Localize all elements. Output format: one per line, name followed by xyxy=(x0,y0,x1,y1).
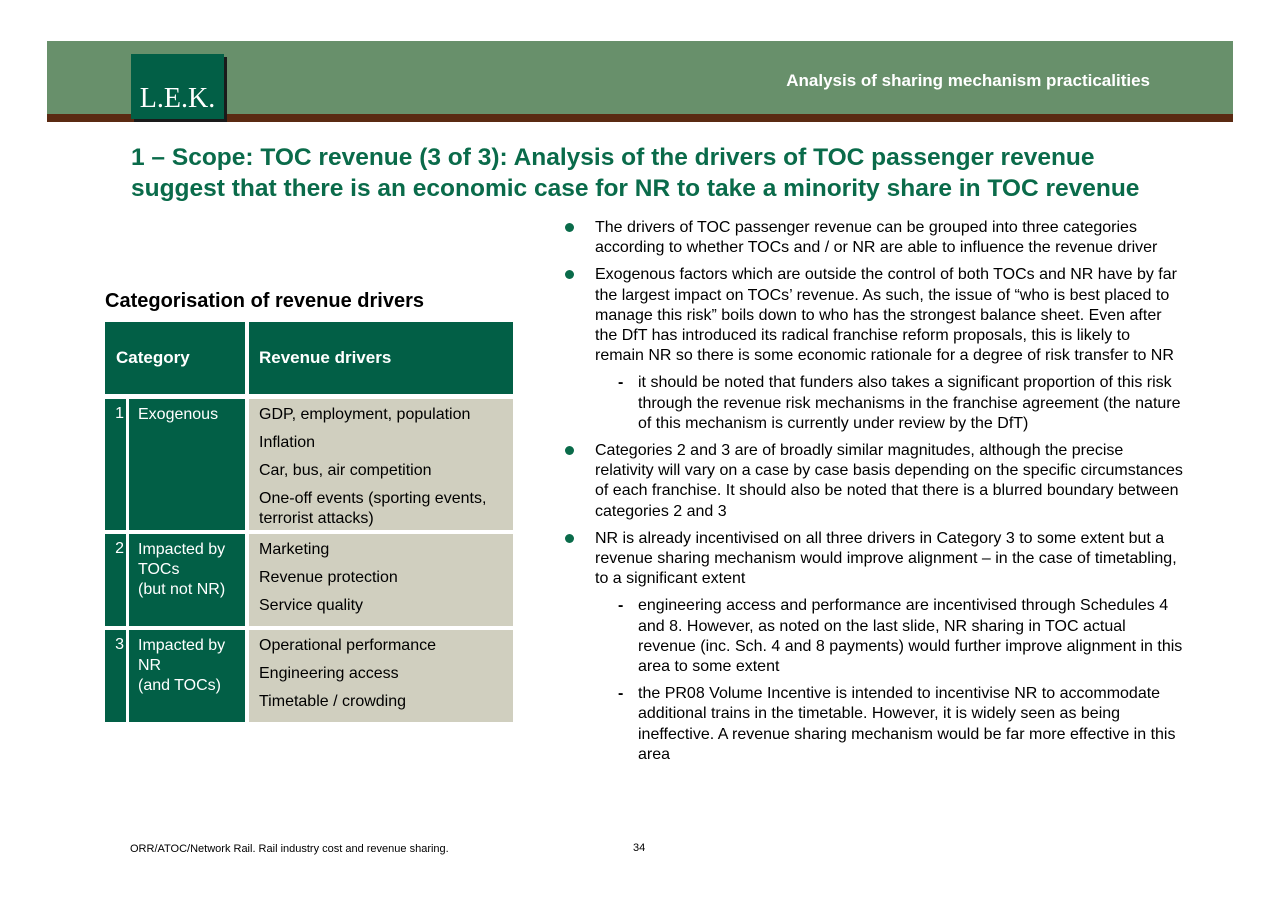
header-category: Category xyxy=(105,322,245,394)
bullet-text: NR is already incentivised on all three drivers in Category 3 to some extent but a revenue sharing mechanism would improve alignment – in the case of timetabling, to a significant extent xyxy=(595,529,1177,588)
driver-item: Marketing xyxy=(259,541,330,558)
bullet-item xyxy=(563,218,1183,258)
bullet-item xyxy=(563,529,1183,590)
driver-item: Car, bus, air competition xyxy=(259,462,432,479)
category-name xyxy=(129,630,245,722)
driver-item: Timetable / crowding xyxy=(259,693,407,710)
bullet-dot-icon xyxy=(565,446,574,455)
category-name-line: Impacted by xyxy=(138,541,226,558)
drivers-cell xyxy=(249,399,513,530)
category-number: 3 xyxy=(105,630,126,722)
driver-item: One-off events (sporting events, terrorist attacks) xyxy=(259,490,487,527)
footer-source: ORR/ATOC/Network Rail. Rail industry cost and revenue sharing. xyxy=(130,843,449,855)
category-name-line: NR xyxy=(138,657,162,674)
category-number: 2 xyxy=(105,534,126,626)
driver-item: Engineering access xyxy=(259,665,399,682)
bullet-text: Categories 2 and 3 are of broadly similar magnitudes, although the precise relativity will vary on a case by case basis depending on the specific circumstances of each franchise. It should also be noted that there is a blurred boundary between categories 2 and 3 xyxy=(595,442,1183,520)
category-name-line: (and TOCs) xyxy=(138,677,221,694)
bullet-dot-icon xyxy=(565,270,574,279)
bullet-item xyxy=(563,441,1183,522)
lek-logo xyxy=(131,54,224,119)
header-title: Analysis of sharing mechanism practicalities xyxy=(786,71,1150,90)
drivers-cell xyxy=(249,534,513,626)
driver-item: Operational performance xyxy=(259,637,436,654)
category-name-line: (but not NR) xyxy=(138,581,226,598)
category-name xyxy=(129,399,245,530)
dash-icon: - xyxy=(618,597,624,615)
bullet-dot-icon xyxy=(565,223,574,232)
sub-bullet-item xyxy=(563,596,1183,677)
sub-bullet-text: engineering access and performance are incentivised through Schedules 4 and 8. However, as noted on the last slide, NR sharing in TOC actual revenue (inc. Sch. 4 and 8 payments) would further improve alignment in this area to some extent xyxy=(638,597,1183,676)
category-name-line: Exogenous xyxy=(138,406,219,423)
logo-text: L.E.K. xyxy=(139,83,216,114)
header-revenue-drivers: Revenue drivers xyxy=(249,322,513,394)
category-row-3 xyxy=(105,630,513,722)
bullet-text: The drivers of TOC passenger revenue can be grouped into three categories according to whether TOCs and / or NR are able to influence the revenue driver xyxy=(595,219,1158,257)
table-header xyxy=(105,322,513,394)
sub-bullet-text: the PR08 Volume Incentive is intended to incentivise NR to accommodate additional trains in the timetable. However, it is widely seen as being ineffective. A revenue sharing mechanism would be far more effective in this area xyxy=(638,685,1176,763)
dash-icon: - xyxy=(618,685,624,703)
category-name-line: Impacted by xyxy=(138,637,226,654)
category-name-line: TOCs xyxy=(138,561,180,578)
sub-bullet-item xyxy=(563,684,1183,765)
page-number: 34 xyxy=(633,842,646,854)
slide-title: 1 – Scope: TOC revenue (3 of 3): Analysis of the drivers of TOC passenger revenue suggest that there is an economic case for NR to take a minority share in TOC revenue xyxy=(131,144,1140,202)
table-heading: Categorisation of revenue drivers xyxy=(105,290,424,312)
dash-icon: - xyxy=(618,374,624,392)
sub-bullet-text: it should be noted that funders also takes a significant proportion of this risk through the revenue risk mechanisms in the franchise agreement (the nature of this mechanism is currently under review by the DfT) xyxy=(638,374,1181,432)
drivers-cell xyxy=(249,630,513,722)
category-name xyxy=(129,534,245,626)
bullet-item xyxy=(563,265,1183,366)
category-row-2 xyxy=(105,534,513,626)
driver-item: Inflation xyxy=(259,434,316,451)
sub-bullet-item xyxy=(563,373,1183,434)
driver-item: Service quality xyxy=(259,597,364,614)
category-number: 1 xyxy=(105,399,126,530)
category-row-1 xyxy=(105,399,513,530)
bullet-dot-icon xyxy=(565,534,574,543)
driver-item: GDP, employment, population xyxy=(259,406,471,423)
driver-item: Revenue protection xyxy=(259,569,398,586)
bullet-text: Exogenous factors which are outside the control of both TOCs and NR have by far the largest impact on TOCs’ revenue. As such, the issue of “who is best placed to manage this risk” boils down to who has the strongest balance sheet. Even after the DfT has introduced its radical franchise reform proposals, this is likely to remain NR so there is some economic rationale for a degree of risk transfer to NR xyxy=(595,266,1177,365)
bullet-list xyxy=(563,218,1183,772)
